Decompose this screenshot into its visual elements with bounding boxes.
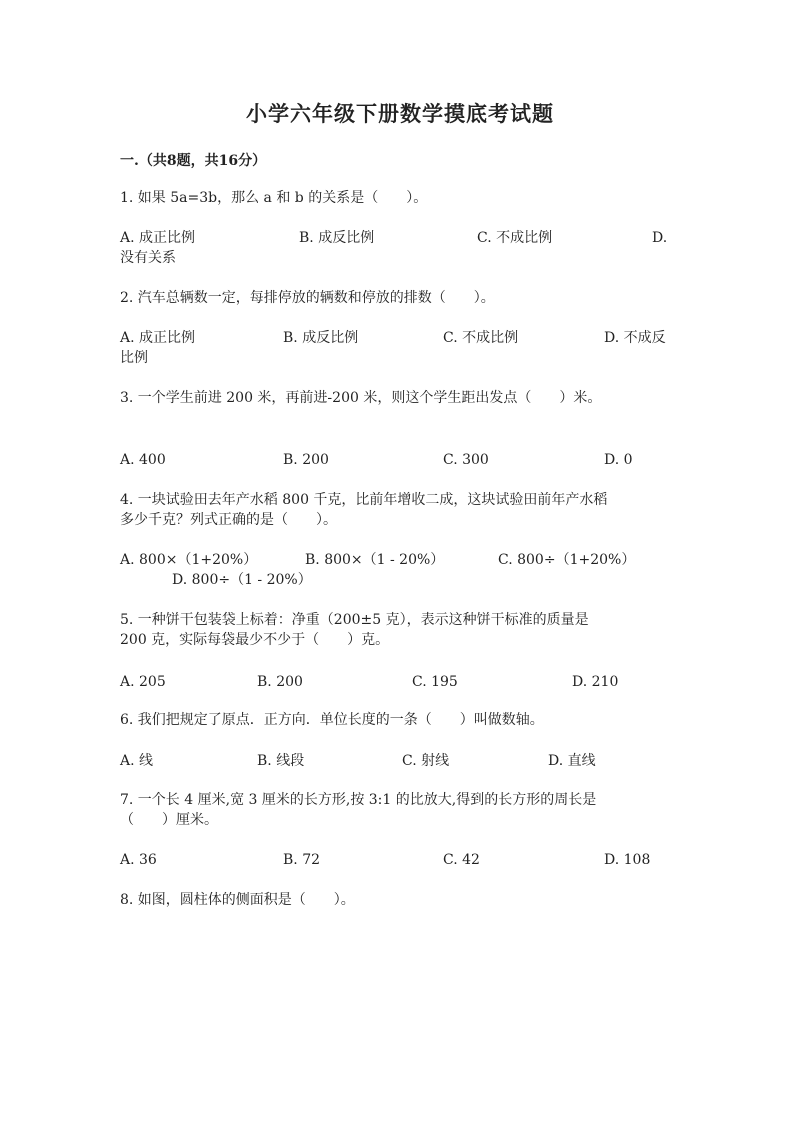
q5-option-b[interactable]: B. 200 — [257, 674, 303, 690]
q2-option-d[interactable]: D. 不成反 — [604, 330, 666, 346]
q1-option-c[interactable]: C. 不成比例 — [477, 230, 553, 246]
question-7-line-1: 7. 一个长 4 厘米,宽 3 厘米的长方形,按 3:1 的比放大,得到的长方形的周长是 — [120, 792, 597, 808]
q2-option-d-text: 比例 — [120, 350, 148, 366]
q7-option-b[interactable]: B. 72 — [283, 852, 321, 868]
q4-option-c[interactable]: C. 800÷（1+20%） — [498, 552, 636, 568]
q2-option-b[interactable]: B. 成反比例 — [283, 330, 359, 346]
q3-option-d[interactable]: D. 0 — [604, 452, 633, 468]
q7-option-a[interactable]: A. 36 — [120, 852, 157, 868]
question-3: 3. 一个学生前进 200 米，再前进-200 米，则这个学生距出发点（ ）米。 — [120, 390, 602, 406]
q4-option-d[interactable]: D. 800÷（1 - 20%） — [172, 572, 312, 588]
section-heading: 一.（共8题，共16分） — [120, 153, 267, 169]
q2-option-c[interactable]: C. 不成比例 — [443, 330, 519, 346]
q4-option-a[interactable]: A. 800×（1+20%） — [120, 552, 258, 568]
q5-option-a[interactable]: A. 205 — [120, 674, 166, 690]
q1-option-b[interactable]: B. 成反比例 — [299, 230, 375, 246]
q1-option-d[interactable]: D. — [652, 230, 668, 246]
question-6: 6. 我们把规定了原点．正方向．单位长度的一条（ ）叫做数轴。 — [120, 712, 544, 728]
question-4-line-2: 多少千克？列式正确的是（ ）。 — [120, 512, 337, 528]
q7-option-d[interactable]: D. 108 — [604, 852, 651, 868]
q1-option-d-text: 没有关系 — [120, 250, 176, 266]
q5-option-d[interactable]: D. 210 — [572, 674, 619, 690]
page-title: 小学六年级下册数学摸底考试题 — [246, 101, 554, 126]
question-5-line-1: 5. 一种饼干包装袋上标着：净重（200±5 克），表示这种饼干标准的质量是 — [120, 612, 589, 628]
question-5-line-2: 200 克，实际每袋最少不少于（ ）克。 — [120, 632, 390, 648]
question-2: 2. 汽车总辆数一定，每排停放的辆数和停放的排数（ ）。 — [120, 290, 495, 306]
q3-option-b[interactable]: B. 200 — [283, 452, 329, 468]
q6-option-a[interactable]: A. 线 — [120, 753, 154, 769]
question-1: 1. 如果 5a=3b，那么 a 和 b 的关系是（ ）。 — [120, 190, 428, 206]
question-8: 8. 如图，圆柱体的侧面积是（ ）。 — [120, 892, 355, 908]
q6-option-d[interactable]: D. 直线 — [548, 753, 596, 769]
q3-option-a[interactable]: A. 400 — [120, 452, 166, 468]
q3-option-c[interactable]: C. 300 — [443, 452, 489, 468]
question-7-line-2: （ ）厘米。 — [120, 812, 218, 828]
question-4-line-1: 4. 一块试验田去年产水稻 800 千克，比前年增收二成，这块试验田前年产水稻 — [120, 492, 608, 508]
q1-option-a[interactable]: A. 成正比例 — [120, 230, 196, 246]
q6-option-b[interactable]: B. 线段 — [257, 753, 305, 769]
q6-option-c[interactable]: C. 射线 — [402, 753, 450, 769]
q5-option-c[interactable]: C. 195 — [412, 674, 458, 690]
q4-option-b[interactable]: B. 800×（1 - 20%） — [305, 552, 445, 568]
q2-option-a[interactable]: A. 成正比例 — [120, 330, 196, 346]
q7-option-c[interactable]: C. 42 — [443, 852, 480, 868]
